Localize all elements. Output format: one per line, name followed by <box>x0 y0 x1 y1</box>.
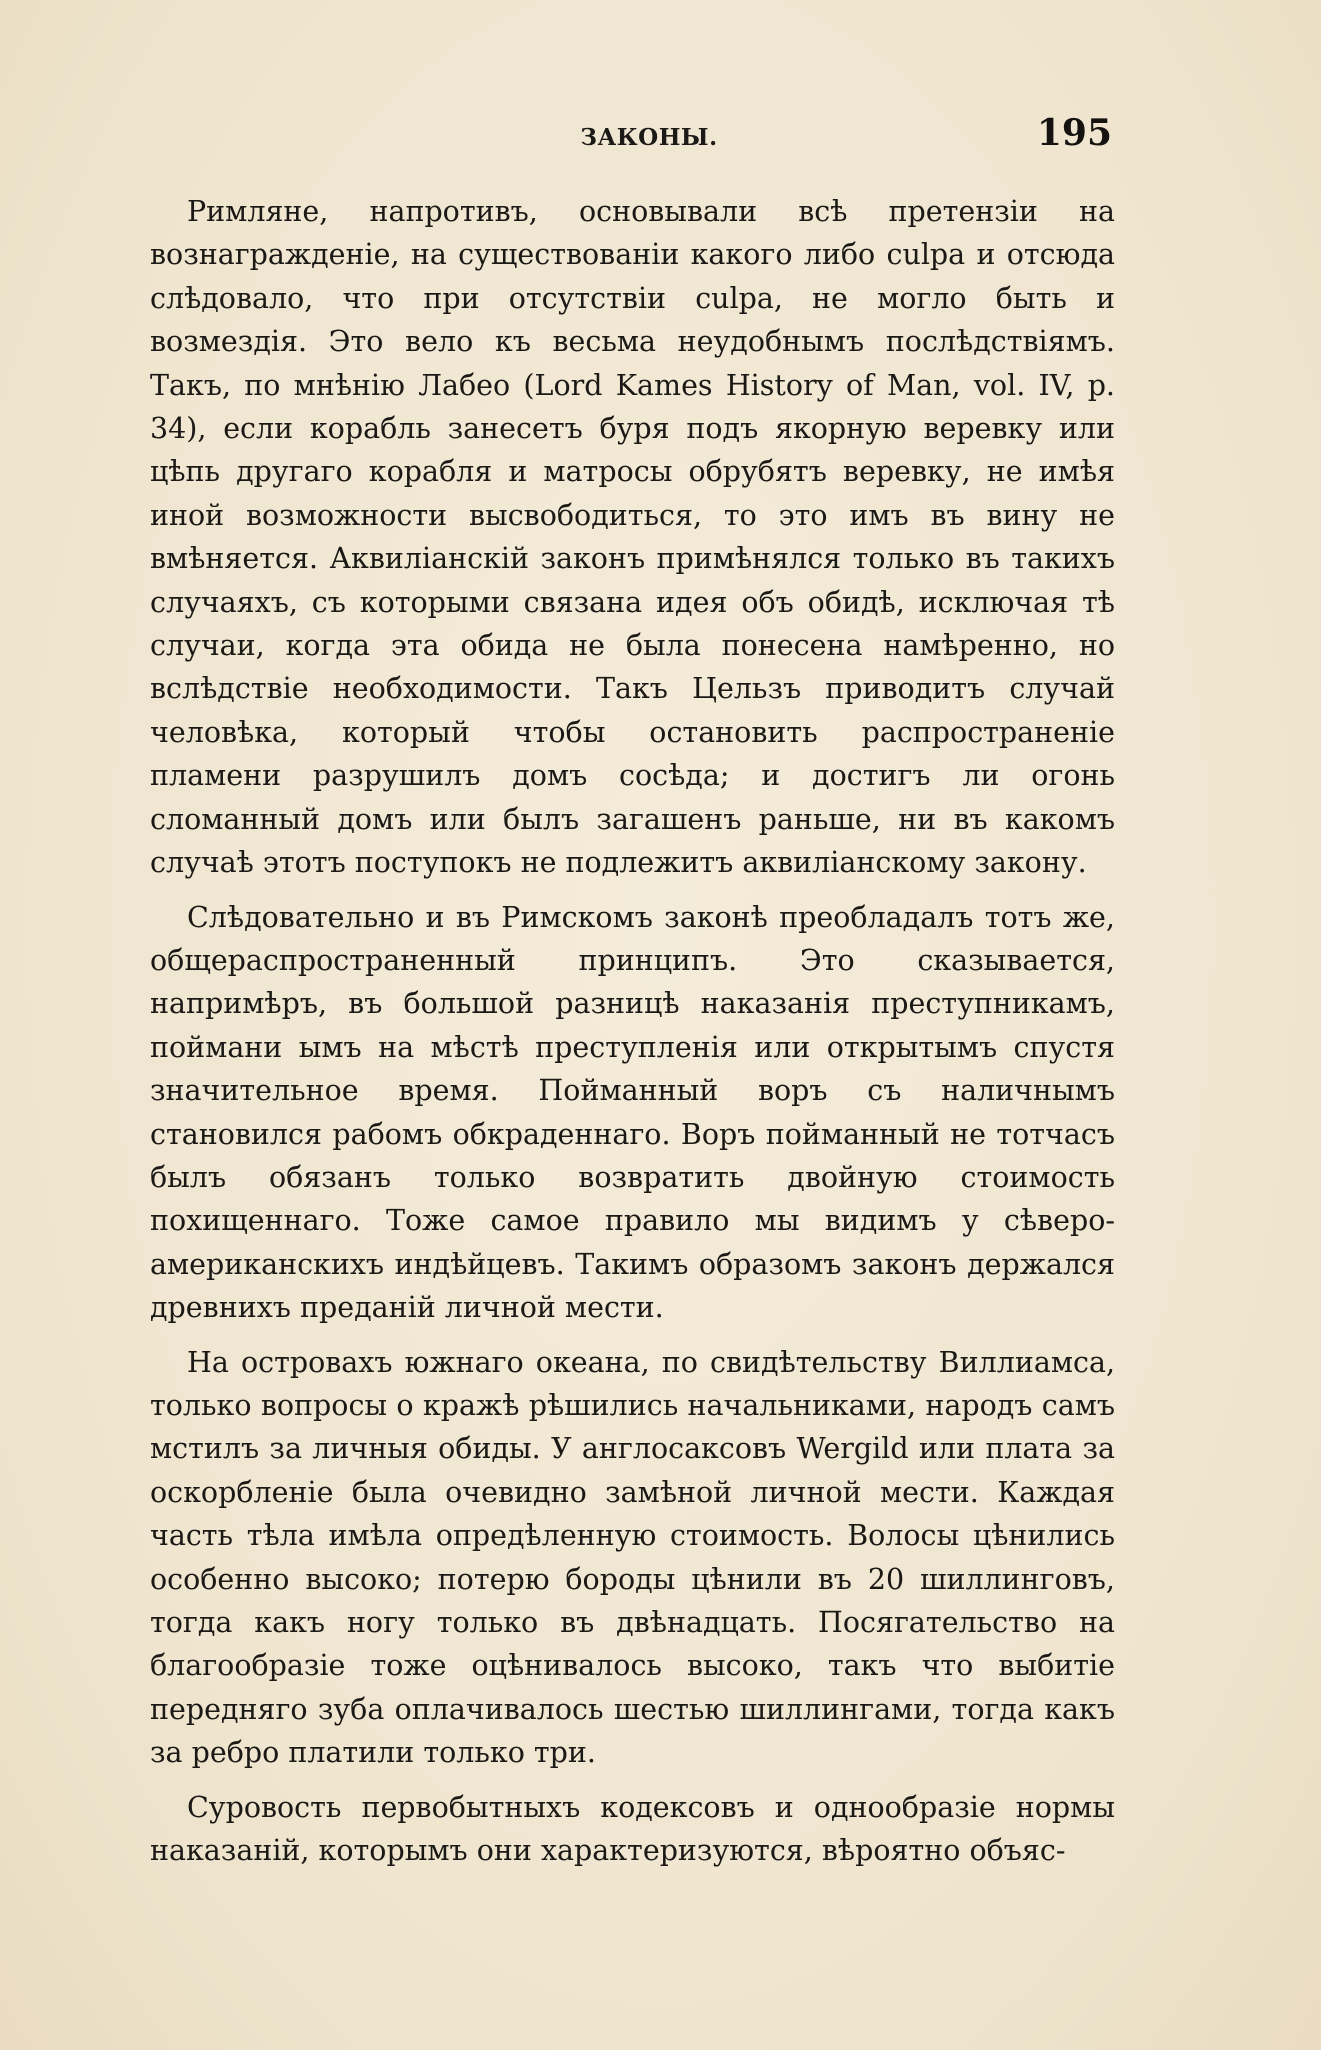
paragraph: Римляне, напротивъ, основывали всѣ претензіи на вознагражденіе, на существованіи какого либо culpa и отсюда слѣдовало, что при отсутствіи culpa, не могло быть и возмездія. Это вело къ весьма неудобнымъ послѣдствіямъ. Такъ, по мнѣнію Лабео (Lord Kames History of Man, vol. IV, p. 34), если корабль занесетъ буря подъ якорную веревку или цѣпь другаго корабля и матросы обрубятъ веревку, не имѣя иной возможности высвободиться, то это имъ въ вину не вмѣняется. Аквиліанскій законъ примѣнялся только въ такихъ случаяхъ, съ которыми связана идея объ обидѣ, исключая тѣ случаи, когда эта обида не была понесена намѣренно, но вслѣдствіе необходимости. Такъ Цельзъ приводитъ случай человѣка, который чтобы остановить распространеніе пламени разрушилъ домъ сосѣда; и достигъ ли огонь сломанный домъ или былъ загашенъ раньше, ни въ какомъ случаѣ этотъ поступокъ не подлежитъ аквиліанскому закону. <box>150 195 1115 880</box>
body-text <box>150 190 1115 1872</box>
paragraph: Слѣдовательно и въ Римскомъ законѣ преобладалъ тотъ же, общераспространенный принципъ. Это сказывается, напримѣръ, въ большой разницѣ наказанія преступникамъ, поймани ымъ на мѣстѣ преступленія или открытымъ спустя значительное время. Пойманный воръ съ наличнымъ становился рабомъ обкраденнаго. Воръ пойманный не тотчасъ былъ обязанъ только возвратить двойную стоимость похищеннаго. Тоже самое правило мы видимъ у сѣверо-американскихъ индѣйцевъ. Такимъ образомъ законъ держался древнихъ преданій личной мести. <box>150 900 1115 1325</box>
page-number: 195 <box>1036 112 1112 154</box>
page-header <box>186 112 1112 162</box>
paragraph: На островахъ южнаго океана, по свидѣтельству Виллиамса, только вопросы о кражѣ рѣшились начальниками, народъ самъ мстилъ за личныя обиды. У англосаксовъ Wergild или плата за оскорбленіе была очевидно замѣной личной мести. Каждая часть тѣла имѣла опредѣленную стоимость. Волосы цѣнились особенно высоко; потерю бороды цѣнили въ 20 шиллинговъ, тогда какъ ногу только въ двѣнадцать. Посягательство на благообразіе тоже оцѣнивалось высоко, такъ что выбитіе передняго зуба оплачивалось шестью шиллингами, тогда какъ за ребро платили только три. <box>150 1345 1115 1770</box>
paragraph: Суровость первобытныхъ кодексовъ и однообразіе нормы наказаній, которымъ они характеризуются, вѣроятно объяс- <box>150 1790 1115 1868</box>
running-head: ЗАКОНЫ. <box>580 124 718 151</box>
